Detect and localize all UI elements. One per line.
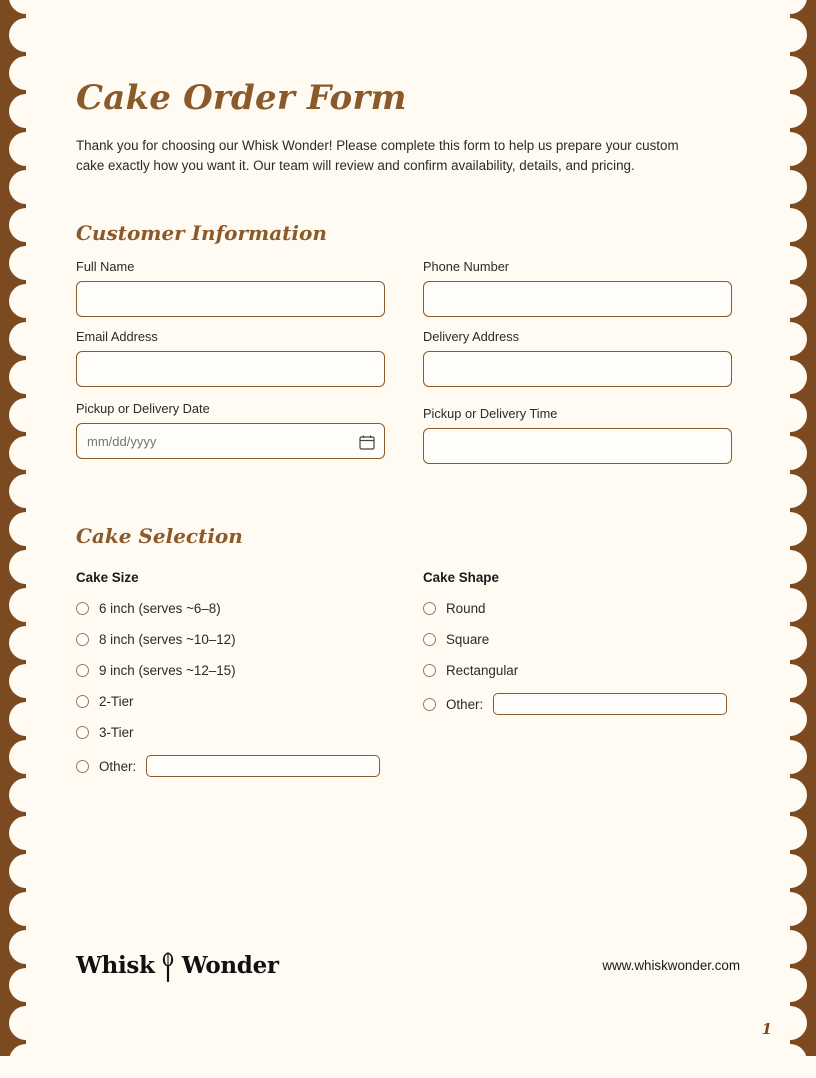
scallop-shape — [773, 550, 807, 584]
radio-icon[interactable] — [76, 602, 89, 615]
scallop-shape — [9, 18, 43, 52]
scallop-shape — [9, 360, 43, 394]
scallop-shape — [773, 436, 807, 470]
cake-shape-other-input[interactable] — [493, 693, 727, 715]
option-label: Other: — [99, 758, 137, 774]
cake-shape-option-other[interactable] — [423, 692, 732, 716]
pickup-date-field — [76, 401, 385, 459]
scallop-shape — [9, 778, 43, 812]
radio-icon[interactable] — [76, 760, 89, 773]
scallop-shape — [9, 588, 43, 622]
pickup-time-label: Pickup or Delivery Time — [423, 406, 558, 421]
scallop-shape — [9, 56, 43, 90]
scallop-shape — [9, 322, 43, 356]
website-url: www.whiskwonder.com — [602, 957, 740, 973]
option-label: 3-Tier — [99, 724, 134, 740]
cake-size-title: Cake Size — [76, 570, 139, 585]
scallop-shape — [773, 132, 807, 166]
cake-shape-group — [423, 570, 732, 791]
scallop-shape — [773, 322, 807, 356]
intro-paragraph: Thank you for choosing our Whisk Wonder! Please complete this form to help us prepare your custom cake exactly how you want it. Our team will review and confirm availability, details, and pricing. — [76, 138, 679, 173]
brand-logo — [76, 950, 279, 980]
scallop-shape — [773, 626, 807, 660]
scallop-shape — [773, 588, 807, 622]
option-label: Round — [446, 600, 486, 616]
scallop-shape — [9, 398, 43, 432]
cake-size-option-6-inch[interactable] — [76, 599, 385, 617]
scallop-shape — [9, 968, 43, 1002]
cake-size-option-other[interactable] — [76, 754, 385, 778]
scallop-shape — [9, 930, 43, 964]
scallop-shape — [773, 94, 807, 128]
scallop-shape — [9, 740, 43, 774]
email-address-input[interactable] — [76, 351, 385, 387]
scallop-shape — [773, 18, 807, 52]
scallop-shape — [773, 1006, 807, 1040]
cake-selection-heading: Cake Selection — [76, 524, 243, 548]
option-label: Square — [446, 631, 490, 647]
full-name-label: Full Name — [76, 259, 135, 274]
scallop-shape — [773, 854, 807, 888]
full-name-input[interactable] — [76, 281, 385, 317]
pickup-date-input[interactable] — [76, 423, 385, 459]
scallop-shape — [9, 208, 43, 242]
scallop-shape — [773, 474, 807, 508]
scallop-shape — [9, 1044, 43, 1078]
scallop-shape — [773, 664, 807, 698]
radio-icon[interactable] — [76, 695, 89, 708]
scallop-shape — [773, 170, 807, 204]
radio-icon[interactable] — [423, 698, 436, 711]
option-label: Other: — [446, 696, 484, 712]
logo-text-whisk: Whisk — [76, 951, 155, 979]
scallop-shape — [773, 208, 807, 242]
scallop-shape — [9, 436, 43, 470]
scallop-shape — [9, 816, 43, 850]
cake-size-other-input[interactable] — [146, 755, 380, 777]
scallop-shape — [773, 968, 807, 1002]
cake-shape-option-rectangular[interactable] — [423, 661, 732, 679]
scallop-shape — [9, 1006, 43, 1040]
scallop-shape — [773, 816, 807, 850]
delivery-address-input[interactable] — [423, 351, 732, 387]
scallop-shape — [773, 360, 807, 394]
cake-size-group — [76, 570, 385, 791]
left-decorative-border — [0, 0, 26, 1056]
customer-information-heading: Customer Information — [76, 221, 327, 245]
scallop-shape — [773, 1044, 807, 1078]
cake-size-option-9-inch[interactable] — [76, 661, 385, 679]
pickup-date-label: Pickup or Delivery Date — [76, 401, 210, 416]
right-decorative-border — [790, 0, 816, 1056]
option-label: 6 inch (serves ~6–8) — [99, 600, 221, 616]
scallop-shape — [773, 512, 807, 546]
email-address-label: Email Address — [76, 329, 158, 344]
scallop-shape — [773, 930, 807, 964]
radio-icon[interactable] — [76, 726, 89, 739]
option-label: Rectangular — [446, 662, 519, 678]
phone-number-input[interactable] — [423, 281, 732, 317]
scallop-shape — [773, 702, 807, 736]
radio-icon[interactable] — [76, 633, 89, 646]
scallop-shape — [9, 512, 43, 546]
pickup-time-field — [423, 406, 732, 464]
scallop-shape — [9, 246, 43, 280]
phone-number-field — [423, 259, 732, 317]
scallop-shape — [9, 550, 43, 584]
radio-icon[interactable] — [423, 633, 436, 646]
email-address-field — [76, 329, 385, 387]
scallop-shape — [773, 778, 807, 812]
scallop-shape — [9, 702, 43, 736]
cake-size-option-2-tier[interactable] — [76, 692, 385, 710]
page-number: 1 — [761, 1020, 772, 1038]
scallop-shape — [9, 94, 43, 128]
page-title: Cake Order Form — [76, 78, 407, 118]
customer-information-section — [76, 221, 740, 476]
scallop-shape — [9, 474, 43, 508]
radio-icon[interactable] — [423, 664, 436, 677]
scallop-shape — [9, 626, 43, 660]
scallop-shape — [9, 854, 43, 888]
option-label: 8 inch (serves ~10–12) — [99, 631, 236, 647]
scallop-shape — [773, 56, 807, 90]
cake-shape-title: Cake Shape — [423, 570, 499, 585]
cake-size-option-8-inch[interactable] — [76, 630, 385, 648]
scallop-shape — [9, 132, 43, 166]
phone-number-label: Phone Number — [423, 259, 510, 274]
whisk-icon — [160, 952, 176, 982]
option-label: 9 inch (serves ~12–15) — [99, 662, 236, 678]
page-footer — [76, 950, 740, 980]
scallop-shape — [773, 398, 807, 432]
logo-text-wonder: Wonder — [181, 951, 279, 979]
delivery-address-label: Delivery Address — [423, 329, 520, 344]
cake-shape-option-square[interactable] — [423, 630, 732, 648]
cake-shape-option-round[interactable] — [423, 599, 732, 617]
radio-icon[interactable] — [423, 602, 436, 615]
scallop-shape — [9, 284, 43, 318]
scallop-shape — [9, 664, 43, 698]
scallop-shape — [9, 892, 43, 926]
cake-selection-section — [76, 524, 740, 791]
scallop-shape — [773, 740, 807, 774]
scallop-shape — [773, 892, 807, 926]
option-label: 2-Tier — [99, 693, 134, 709]
calendar-icon[interactable] — [359, 434, 375, 450]
full-name-field — [76, 259, 385, 317]
delivery-address-field — [423, 329, 732, 387]
cake-size-option-3-tier[interactable] — [76, 723, 385, 741]
scallop-shape — [9, 170, 43, 204]
scallop-shape — [773, 246, 807, 280]
pickup-time-input[interactable] — [423, 428, 732, 464]
radio-icon[interactable] — [76, 664, 89, 677]
scallop-shape — [773, 284, 807, 318]
